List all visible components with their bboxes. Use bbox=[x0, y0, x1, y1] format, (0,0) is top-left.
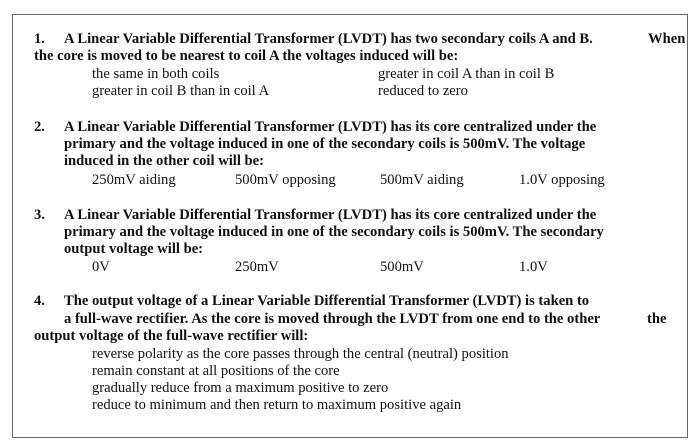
question-4-option-2: remain constant at all positions of the core bbox=[92, 363, 340, 379]
question-2-stem-line-1: A Linear Variable Differential Transformer (LVDT) has its core centralized under the bbox=[64, 119, 597, 135]
question-1-stem-line-2: the core is moved to be nearest to coil A the voltages induced will be: bbox=[34, 48, 459, 64]
question-4-stem-overflow: the bbox=[647, 311, 667, 327]
question-3-stem-line-2: primary and the voltage induced in one of the secondary coils is 500mV. The secondary bbox=[64, 224, 604, 240]
question-3-option-2: 250mV bbox=[235, 259, 279, 275]
question-4-option-3: gradually reduce from a maximum positive to zero bbox=[92, 380, 389, 396]
question-1-stem-line-1: A Linear Variable Differential Transformer (LVDT) has two secondary coils A and B. bbox=[64, 31, 593, 47]
question-4-stem-line-1: The output voltage of a Linear Variable Differential Transformer (LVDT) is taken to bbox=[64, 293, 590, 309]
question-4-option-1: reverse polarity as the core passes through the central (neutral) position bbox=[92, 346, 509, 362]
question-3-stem-line-1: A Linear Variable Differential Transformer (LVDT) has its core centralized under the bbox=[64, 207, 597, 223]
question-2-number: 2. bbox=[34, 119, 45, 135]
question-3-number: 3. bbox=[34, 207, 45, 223]
question-2-stem-line-2: primary and the voltage induced in one of the secondary coils is 500mV. The voltage bbox=[64, 136, 586, 152]
question-1-number: 1. bbox=[34, 31, 45, 47]
question-3-option-3: 500mV bbox=[380, 259, 424, 275]
question-4-stem-line-3: output voltage of the full-wave rectifier will: bbox=[34, 328, 309, 344]
question-1-option-4: reduced to zero bbox=[378, 83, 468, 99]
question-2-option-4: 1.0V opposing bbox=[519, 172, 605, 188]
question-3-option-4: 1.0V bbox=[519, 259, 548, 275]
question-3-option-1: 0V bbox=[92, 259, 110, 275]
question-2-option-3: 500mV aiding bbox=[380, 172, 464, 188]
question-3-stem-line-3: output voltage will be: bbox=[64, 241, 204, 257]
question-4-stem-line-2: a full-wave rectifier. As the core is moved through the LVDT from one end to the other bbox=[64, 311, 601, 327]
question-2-option-2: 500mV opposing bbox=[235, 172, 336, 188]
question-1-stem-overflow: When bbox=[648, 31, 686, 47]
question-1-option-1: the same in both coils bbox=[92, 66, 220, 82]
question-1-option-2: greater in coil A than in coil B bbox=[378, 66, 555, 82]
question-1-option-3: greater in coil B than in coil A bbox=[92, 83, 270, 99]
question-4-number: 4. bbox=[34, 293, 45, 309]
question-4-option-4: reduce to minimum and then return to maximum positive again bbox=[92, 397, 462, 413]
question-2-stem-line-3: induced in the other coil will be: bbox=[64, 153, 264, 169]
question-2-option-1: 250mV aiding bbox=[92, 172, 176, 188]
